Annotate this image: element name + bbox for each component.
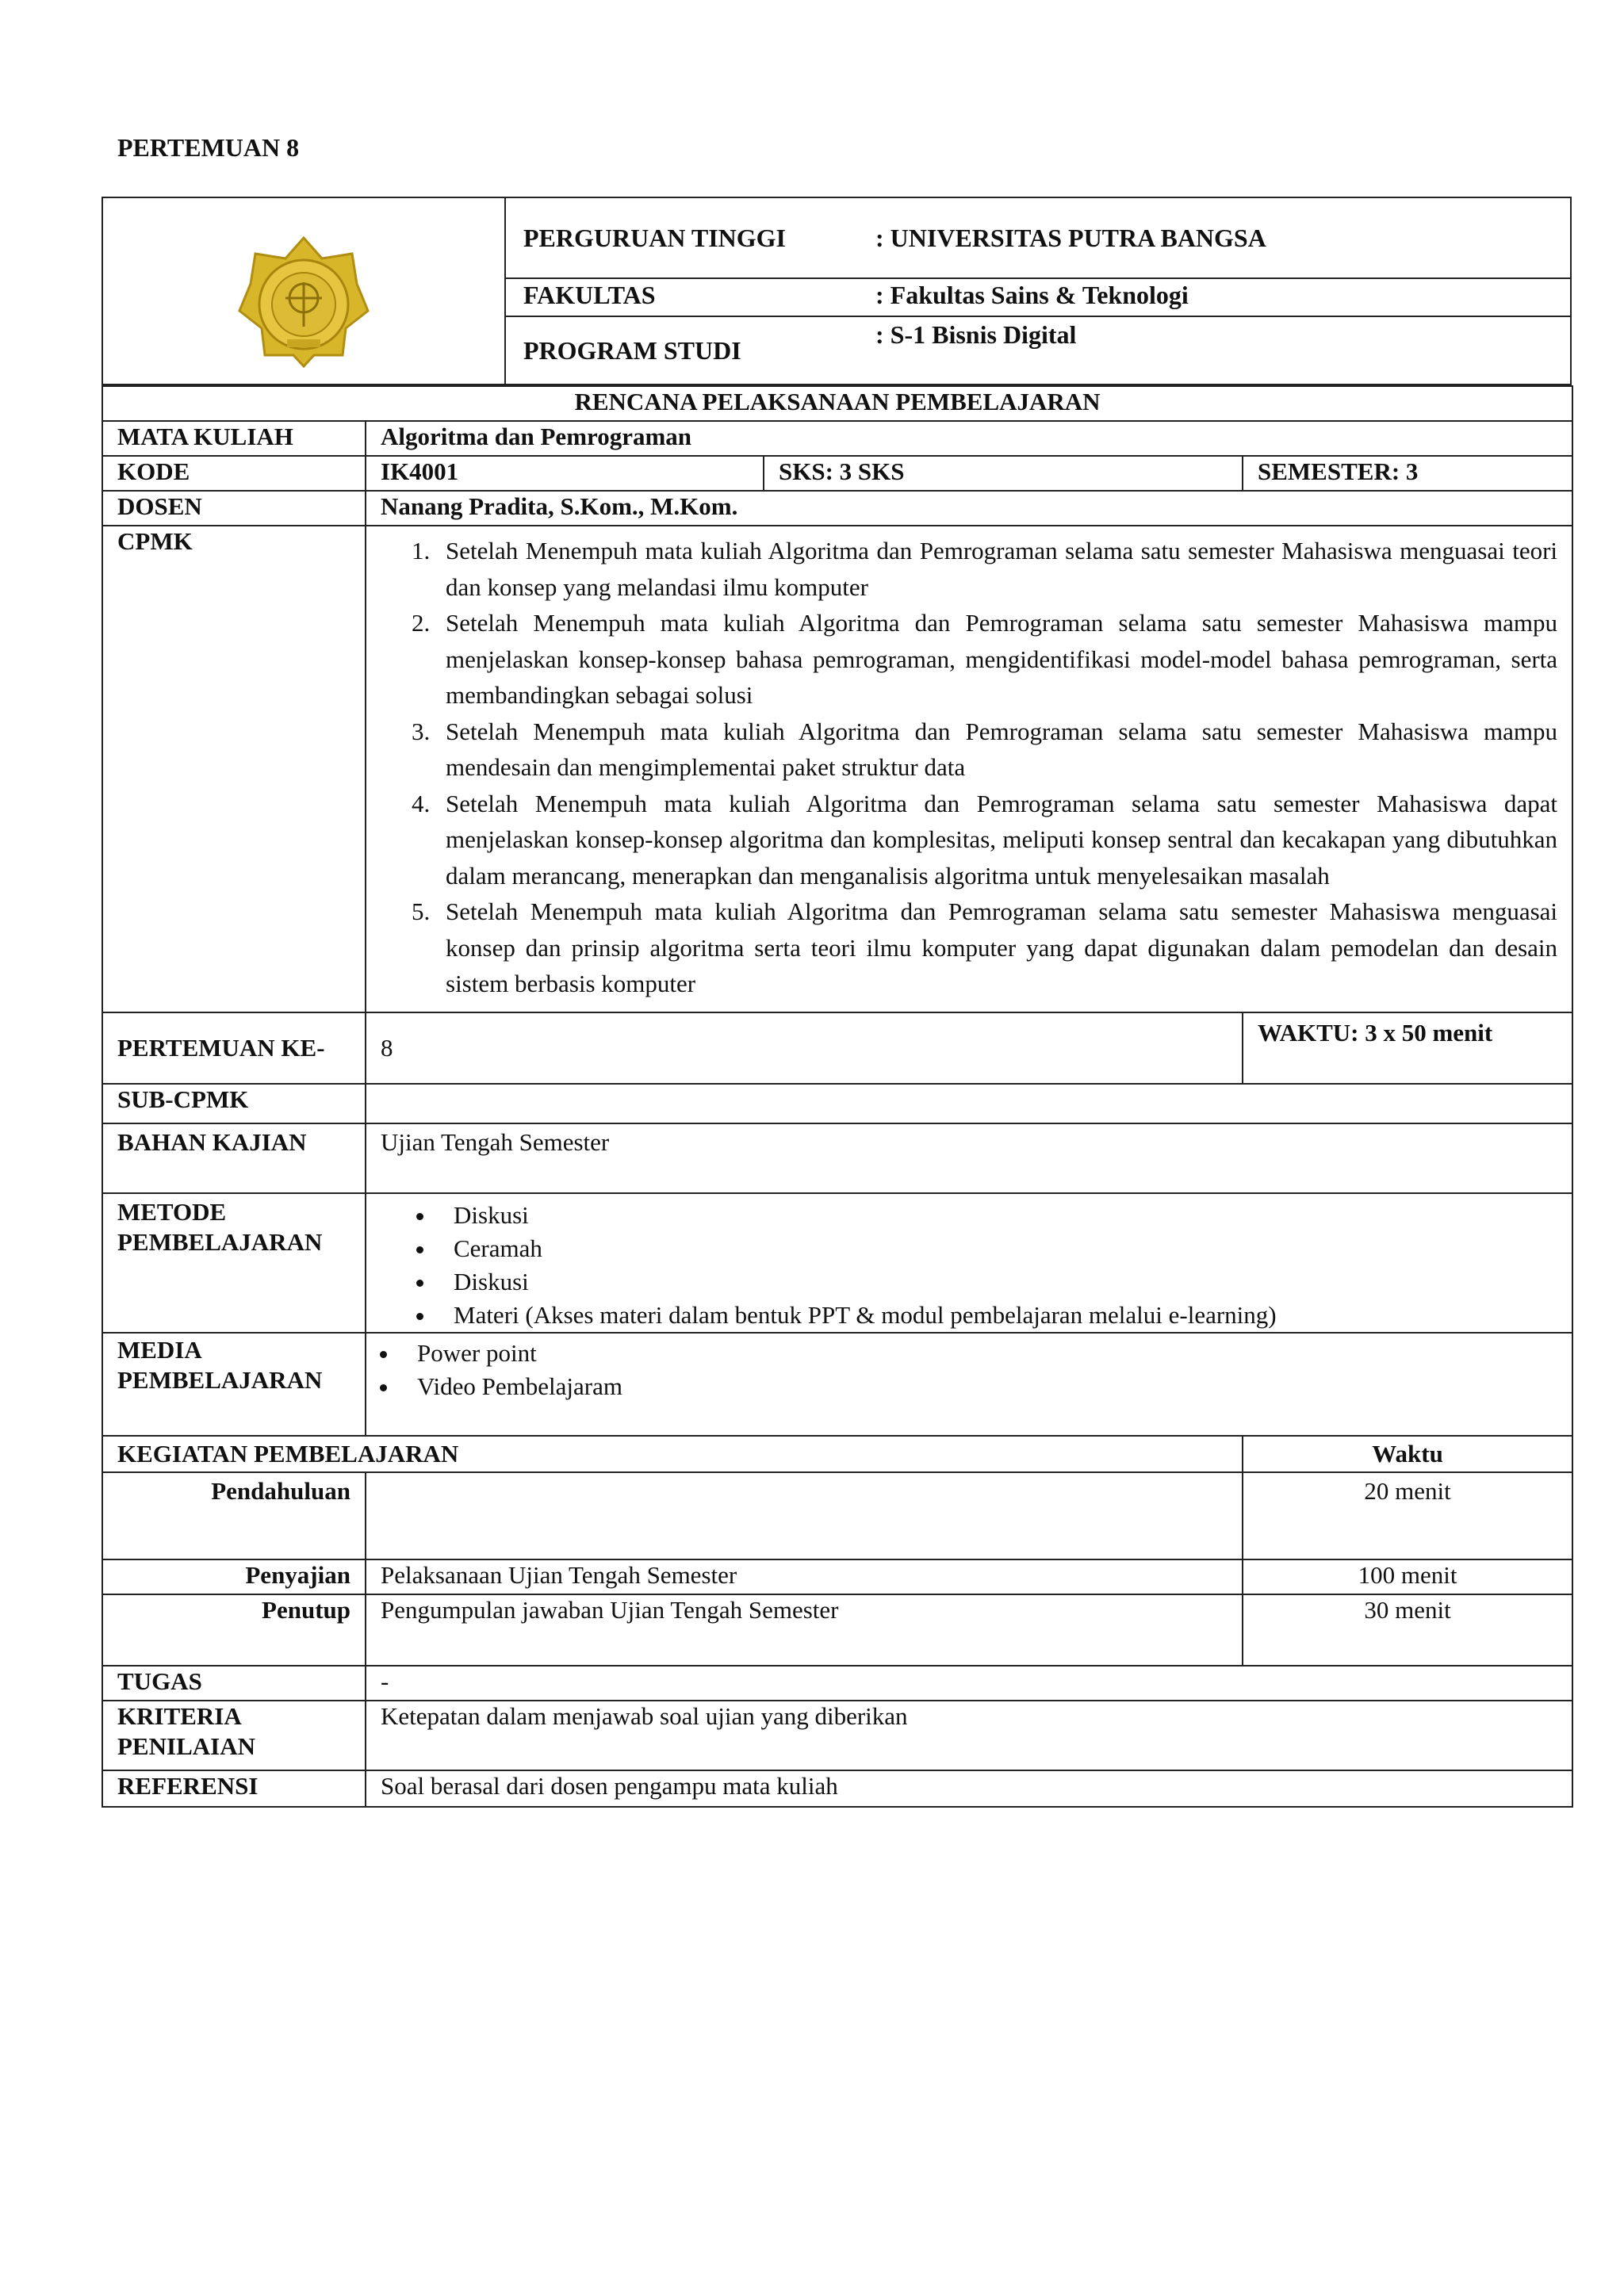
kegiatan-time: 30 menit	[1243, 1594, 1572, 1666]
cpmk-item: 3. Setelah Menempuh mata kuliah Algoritma dan Pemrograman selama satu semester Mahasiswa mampu mendesain dan mengimplementai paket struktur data	[436, 714, 1557, 786]
list-item: • Video Pembelajaram	[400, 1370, 1557, 1403]
cpmk-item: 2. Setelah Menempuh mata kuliah Algoritma dan Pemrograman selama satu semester Mahasiswa mampu menjelaskan konsep-konsep bahasa pemrograman, mengidentifikasi model-model bahasa pemrograman, serta membandingkan sebagai solusi	[436, 605, 1557, 714]
tugas-value: -	[366, 1666, 1572, 1701]
kegiatan-time: 100 menit	[1243, 1559, 1572, 1594]
header-value-perguruan-tinggi: : UNIVERSITAS PUTRA BANGSA	[875, 224, 1266, 252]
metode-list	[381, 1199, 1557, 1332]
waktu-value: WAKTU: 3 x 50 menit	[1243, 1012, 1572, 1084]
sub-cpmk-label: SUB-CPMK	[102, 1084, 366, 1123]
list-item: • Ceramah	[436, 1232, 1557, 1265]
kegiatan-activity	[366, 1472, 1243, 1559]
header-value-program-studi: : S-1 Bisnis Digital	[875, 320, 1077, 349]
kode-label: KODE	[102, 456, 366, 491]
kegiatan-activity: Pelaksanaan Ujian Tengah Semester	[366, 1559, 1243, 1594]
sub-cpmk-value	[366, 1084, 1572, 1123]
sks-value: SKS: 3 SKS	[764, 456, 1243, 491]
page-heading: PERTEMUAN 8	[117, 133, 300, 162]
bahan-kajian-label: BAHAN KAJIAN	[102, 1123, 366, 1193]
list-item: • Diskusi	[436, 1265, 1557, 1299]
pertemuan-value: 8	[366, 1012, 1243, 1084]
rpp-table	[102, 385, 1573, 1808]
kode-value: IK4001	[366, 456, 764, 491]
metode-label	[102, 1193, 366, 1333]
cpmk-cell	[366, 526, 1572, 1012]
header-label-fakultas: FAKULTAS	[523, 281, 656, 309]
metode-cell	[366, 1193, 1572, 1333]
kriteria-label-line2: PENILAIAN	[117, 1732, 255, 1760]
metode-label-line2: PEMBELAJARAN	[117, 1228, 323, 1256]
kegiatan-phase: Penutup	[102, 1594, 366, 1666]
kegiatan-phase: Penyajian	[102, 1559, 366, 1594]
kegiatan-waktu-header: Waktu	[1243, 1436, 1572, 1472]
metode-label-line1: METODE	[117, 1198, 227, 1226]
dosen-value: Nanang Pradita, S.Kom., M.Kom.	[366, 491, 1572, 526]
media-label-line2: PEMBELAJARAN	[117, 1366, 323, 1394]
kegiatan-activity: Pengumpulan jawaban Ujian Tengah Semester	[366, 1594, 1243, 1666]
bahan-kajian-value: Ujian Tengah Semester	[366, 1123, 1572, 1193]
media-label-line1: MEDIA	[117, 1336, 202, 1364]
kegiatan-time: 20 menit	[1243, 1472, 1572, 1559]
kriteria-label-line1: KRITERIA	[117, 1702, 242, 1730]
tugas-label: TUGAS	[102, 1666, 366, 1701]
list-item: • Materi (Akses materi dalam bentuk PPT & modul pembelajaran melalui e-learning)	[436, 1299, 1557, 1332]
referensi-label: REFERENSI	[102, 1770, 366, 1807]
media-label	[102, 1333, 366, 1436]
kriteria-value: Ketepatan dalam menjawab soal ujian yang diberikan	[366, 1701, 1572, 1770]
referensi-value: Soal berasal dari dosen pengampu mata kuliah	[366, 1770, 1572, 1807]
semester-value: SEMESTER: 3	[1243, 456, 1572, 491]
institution-header	[102, 197, 1572, 385]
kegiatan-phase: Pendahuluan	[102, 1472, 366, 1559]
document-title: RENCANA PELAKSANAAN PEMBELAJARAN	[102, 386, 1572, 421]
cpmk-item: 5. Setelah Menempuh mata kuliah Algoritma dan Pemrograman selama satu semester Mahasiswa menguasai konsep dan prinsip algoritma serta teori ilmu komputer yang dapat digunakan dalam pemodelan dan desain sistem berbasis komputer	[436, 894, 1557, 1002]
media-list	[381, 1337, 1557, 1403]
media-cell	[366, 1333, 1572, 1436]
pertemuan-label: PERTEMUAN KE-	[102, 1012, 366, 1084]
cpmk-item: 1. Setelah Menempuh mata kuliah Algoritma dan Pemrograman selama satu semester Mahasiswa menguasai teori dan konsep yang melandasi ilmu komputer	[436, 533, 1557, 605]
cpmk-item: 4. Setelah Menempuh mata kuliah Algoritma dan Pemrograman selama satu semester Mahasiswa dapat menjelaskan konsep-konsep algoritma dan komplesitas, meliputi konsep sentral dan kecakapan yang dibutuhkan dalam merancang, menerapkan dan menganalisis algoritma untuk menyelesaikan masalah	[436, 786, 1557, 894]
header-label-program-studi: PROGRAM STUDI	[523, 336, 741, 365]
university-seal-icon	[236, 235, 371, 369]
logo-cell	[103, 198, 506, 384]
cpmk-label: CPMK	[102, 526, 366, 1012]
header-value-fakultas: : Fakultas Sains & Teknologi	[875, 281, 1189, 309]
list-item: • Power point	[400, 1337, 1557, 1370]
mata-kuliah-value: Algoritma dan Pemrograman	[366, 421, 1572, 456]
header-label-perguruan-tinggi: PERGURUAN TINGGI	[523, 224, 786, 252]
kriteria-label	[102, 1701, 366, 1770]
list-item: • Diskusi	[436, 1199, 1557, 1232]
dosen-label: DOSEN	[102, 491, 366, 526]
kegiatan-header: KEGIATAN PEMBELAJARAN	[102, 1436, 1243, 1472]
cpmk-list	[381, 533, 1557, 1002]
mata-kuliah-label: MATA KULIAH	[102, 421, 366, 456]
